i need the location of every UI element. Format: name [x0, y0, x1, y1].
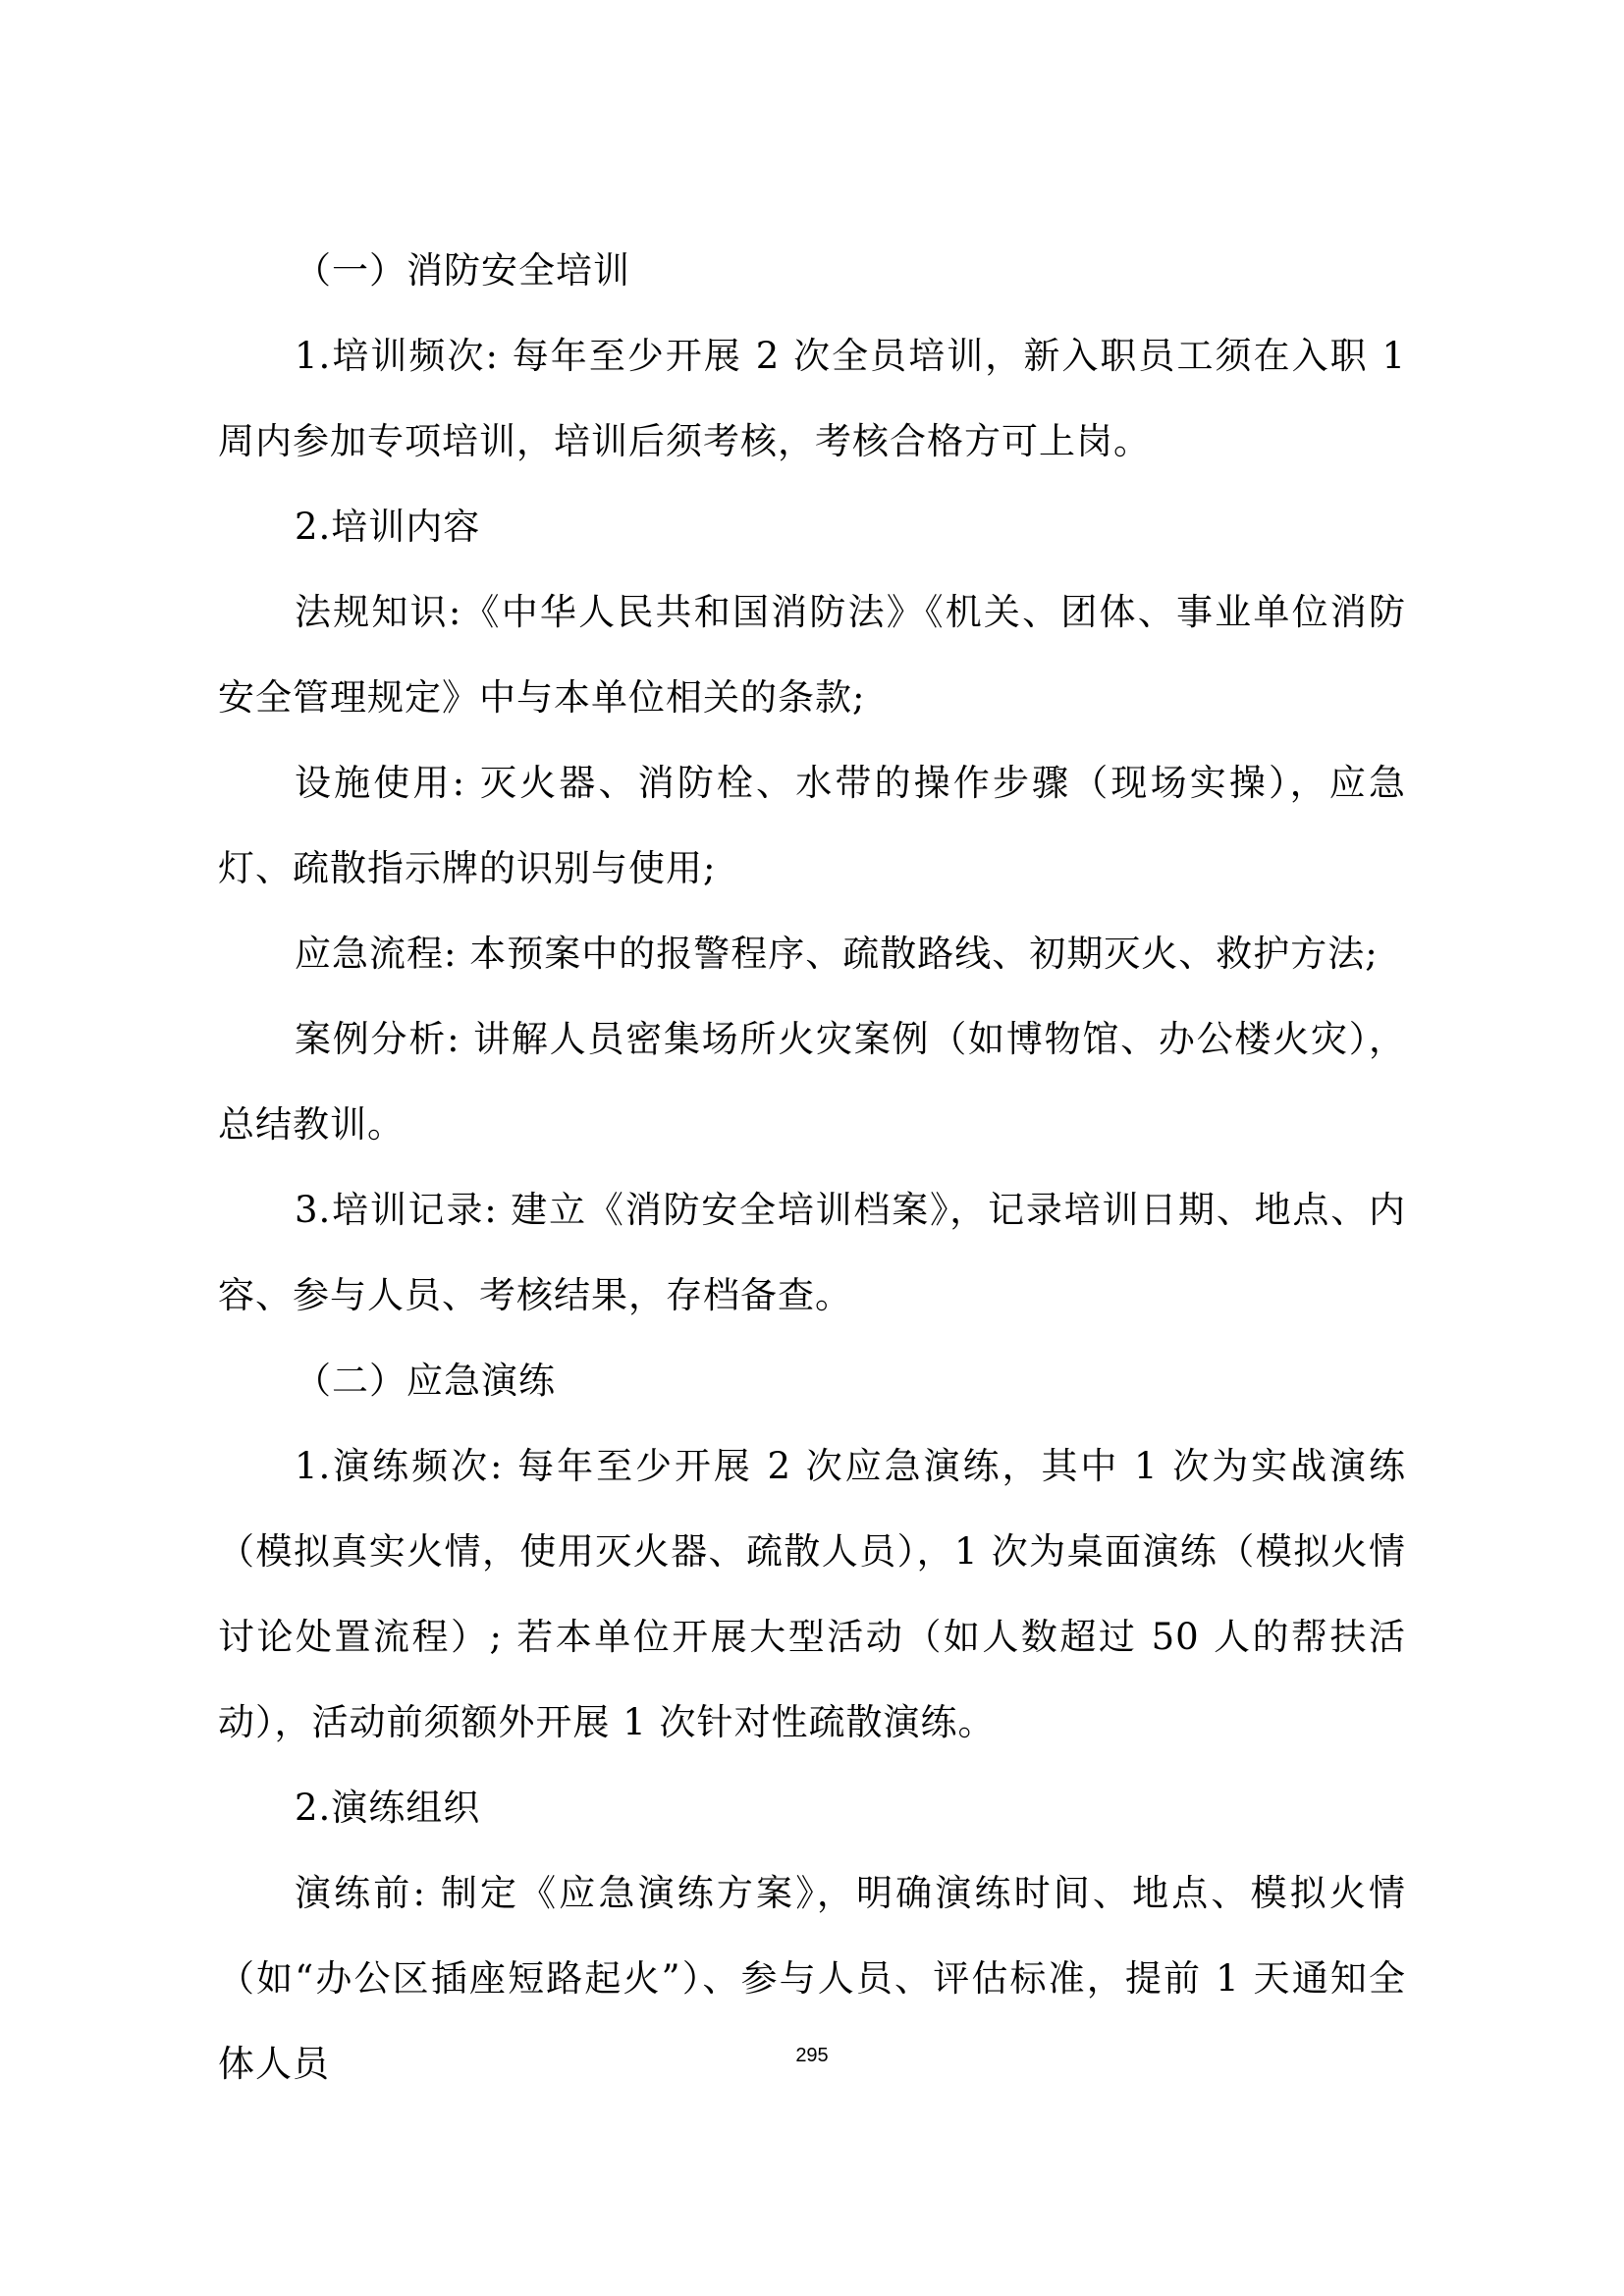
- paragraph-emergency-process: 应急流程: 本预案中的报警程序、疏散路线、初期灭火、救护方法;: [295, 933, 1379, 975]
- section-heading-emergency-drill: （二）应急演练: [295, 1360, 556, 1402]
- document-body: [218, 228, 1406, 2107]
- paragraph-facility-usage: 设施使用: 灭火器、消防栓、水带的操作步骤（现场实操），应急灯、疏散指示牌的识别与使用;: [218, 762, 1406, 889]
- paragraph-training-frequency: 1.培训频次: 每年至少开展 2 次全员培训，新入职员工须在入职 1 周内参加专项培训，培训后须考核，考核合格方可上岗。: [218, 335, 1406, 462]
- paragraph-drill-frequency: 1.演练频次: 每年至少开展 2 次应急演练，其中 1 次为实战演练（模拟真实火情，使用灭火器、疏散人员），1 次为桌面演练（模拟火情讨论处置流程）; 若本单位开展大型活动（如人数超过 50 人的帮扶活动），活动前须额外开展 1 次针对性疏散演练。: [218, 1445, 1406, 1743]
- paragraph-legal-knowledge: 法规知识:《中华人民共和国消防法》《机关、团体、事业单位消防安全管理规定》中与本单位相关的条款;: [218, 591, 1406, 719]
- paragraph-case-analysis: 案例分析: 讲解人员密集场所火灾案例（如博物馆、办公楼火灾），总结教训。: [218, 1018, 1406, 1146]
- paragraph-training-records: 3.培训记录: 建立《消防安全培训档案》，记录培训日期、地点、内容、参与人员、考核结果，存档备查。: [218, 1189, 1406, 1316]
- paragraph-before-drill: 演练前: 制定《应急演练方案》，明确演练时间、地点、模拟火情（如“办公区插座短路起火”）、参与人员、评估标准，提前 1 天通知全体人员: [218, 1872, 1406, 2085]
- section-heading-fire-training: （一）消防安全培训: [295, 249, 630, 292]
- subheading-training-content: 2.培训内容: [295, 506, 481, 548]
- subheading-drill-organization: 2.演练组织: [295, 1787, 481, 1829]
- page-number: 295: [795, 2045, 829, 2066]
